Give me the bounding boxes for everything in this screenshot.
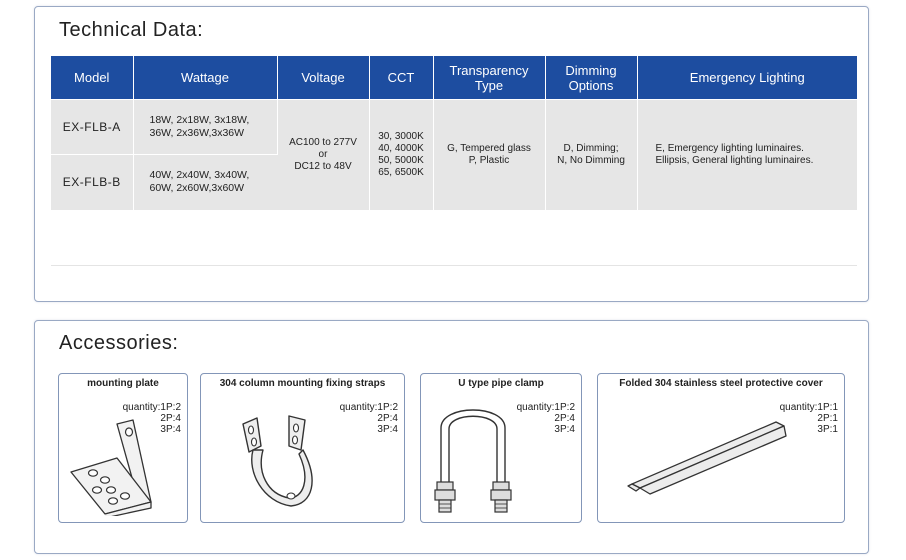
- header-voltage: Voltage: [277, 56, 369, 100]
- accessory-quantity: [340, 402, 398, 435]
- dimming-cell: D, Dimming; N, No Dimming: [545, 100, 637, 210]
- quantity-line: quantity:1P:2: [339, 402, 398, 413]
- wattage-cell: 40W, 2x40W, 3x40W, 60W, 2x60W,3x60W: [133, 155, 277, 210]
- quantity-line: 3P:4: [554, 424, 575, 435]
- accessory-name: U type pipe clamp: [458, 378, 544, 389]
- technical-data-panel: [34, 6, 869, 302]
- header-transparency-type: Transparency Type: [433, 56, 545, 100]
- header-cct: CCT: [369, 56, 433, 100]
- quantity-line: quantity:1P:1: [779, 402, 838, 413]
- quantity-line: 2P:4: [160, 413, 181, 424]
- header-wattage: Wattage: [133, 56, 277, 100]
- u-pipe-clamp-icon: [425, 398, 521, 518]
- divider: [51, 265, 857, 266]
- model-cell: EX-FLB-A: [51, 100, 133, 155]
- technical-data-title: Technical Data:: [59, 19, 204, 41]
- cct-cell: 30, 3000K 40, 4000K 50, 5000K 65, 6500K: [369, 100, 433, 210]
- wattage-cell: 18W, 2x18W, 3x18W, 36W, 2x36W,3x36W: [133, 100, 277, 155]
- accessory-card-mounting-plate: [58, 373, 188, 523]
- accessories-title: Accessories:: [59, 332, 179, 354]
- accessory-name: 304 column mounting fixing straps: [219, 378, 386, 389]
- transparency-cell: G, Tempered glass P, Plastic: [433, 100, 545, 210]
- model-cell: EX-FLB-B: [51, 155, 133, 210]
- mounting-plate-icon: [67, 418, 159, 516]
- quantity-line: 3P:4: [160, 424, 181, 435]
- accessory-card-fixing-straps: [200, 373, 405, 523]
- quantity-line: quantity:1P:2: [122, 402, 181, 413]
- quantity-line: 2P:4: [554, 413, 575, 424]
- header-model: Model: [51, 56, 133, 100]
- technical-data-table: [51, 56, 857, 210]
- voltage-cell: AC100 to 277V or DC12 to 48V: [277, 100, 369, 210]
- accessory-name: mounting plate: [87, 378, 159, 389]
- fixing-strap-icon: [233, 410, 329, 514]
- quantity-line: 2P:1: [817, 413, 838, 424]
- table-row: [51, 100, 857, 155]
- emergency-cell: E, Emergency lighting luminaires. Ellipsis, General lighting luminaires.: [637, 100, 857, 210]
- protective-cover-icon: [626, 418, 806, 498]
- accessory-card-protective-cover: [597, 373, 845, 523]
- quantity-line: quantity:1P:2: [516, 402, 575, 413]
- quantity-line: 3P:4: [377, 424, 398, 435]
- accessory-name: Folded 304 stainless steel protective cover: [619, 378, 823, 389]
- header-dimming-options: Dimming Options: [545, 56, 637, 100]
- quantity-line: 3P:1: [817, 424, 838, 435]
- table-header-row: [51, 56, 857, 100]
- quantity-line: 2P:4: [377, 413, 398, 424]
- accessories-panel: [34, 320, 869, 554]
- accessory-quantity: [517, 402, 575, 435]
- accessory-card-u-pipe-clamp: [420, 373, 582, 523]
- header-emergency-lighting: Emergency Lighting: [637, 56, 857, 100]
